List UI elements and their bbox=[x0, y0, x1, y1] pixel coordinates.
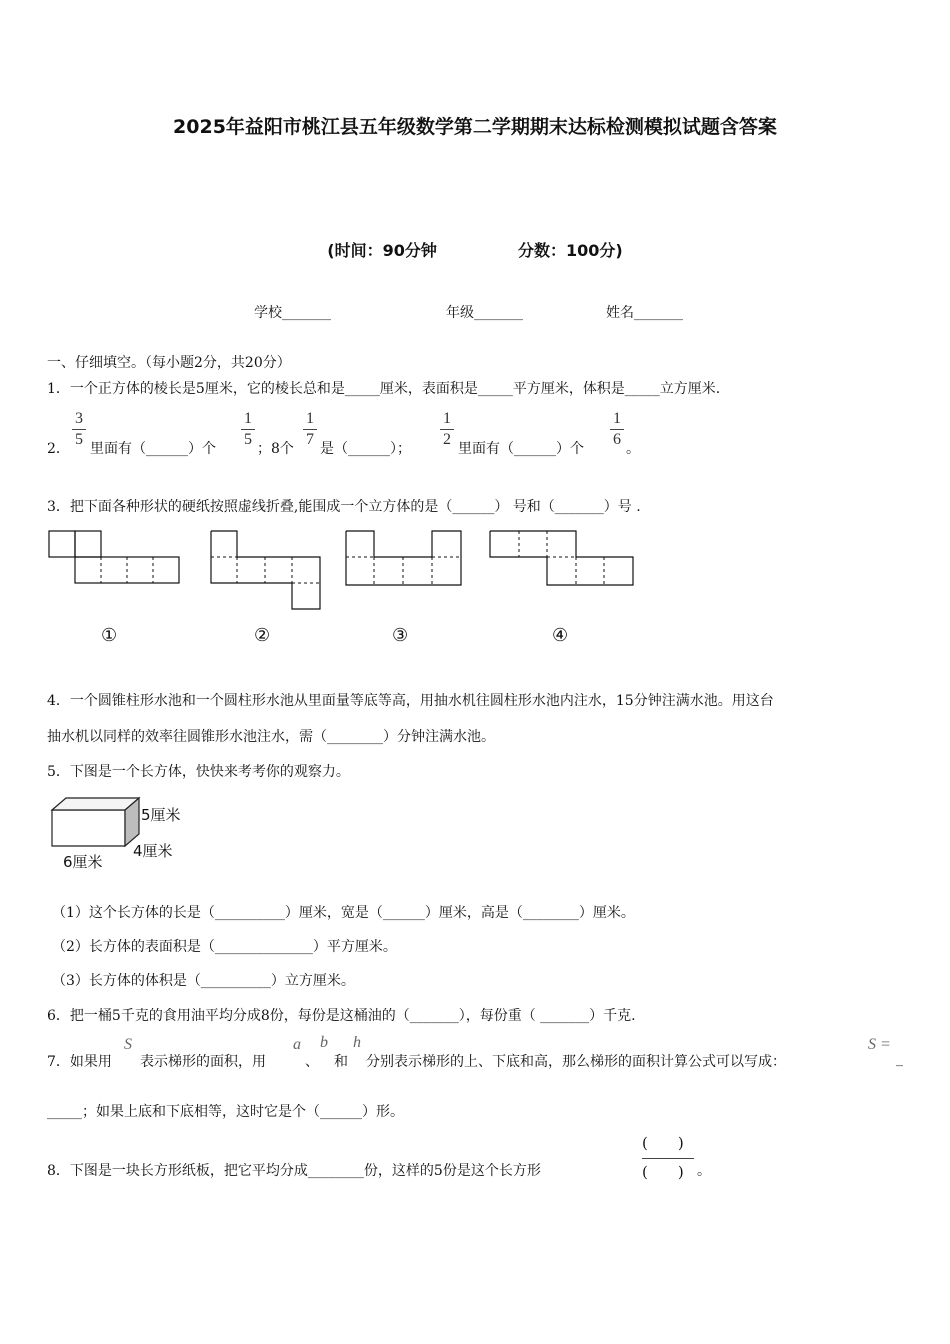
question-5-part-1: （1）这个长方体的长是（__________）厘米，宽是（______）厘米，高是（________）厘米。 bbox=[52, 905, 635, 921]
fraction-1-6: 1 6 bbox=[610, 410, 624, 449]
question-7-text-b: 表示梯形的面积，用 bbox=[140, 1054, 266, 1070]
question-1: 1．一个正方体的棱长是5厘米，它的棱长总和是_____厘米，表面积是_____平方厘米，体积是_____立方厘米. bbox=[47, 381, 721, 397]
question-7-text-a: 7．如果用 bbox=[47, 1054, 112, 1070]
question-2-text-3: 是（______）； bbox=[320, 441, 411, 457]
question-4-line-1: 4．一个圆锥柱形水池和一个圆柱形水池从里面量等底等高，用抽水机往圆柱形水池内注水，15分钟注满水池。用这台 bbox=[47, 693, 774, 709]
question-2-number: 2． bbox=[47, 441, 70, 457]
fraction-1-2: 1 2 bbox=[440, 410, 454, 449]
question-7-line-2: _____；如果上底和下底相等，这时它是个（______）形。 bbox=[47, 1104, 404, 1120]
question-8-text: 8．下图是一块长方形纸板，把它平均分成________份，这样的5份是这个长方形 bbox=[47, 1163, 541, 1179]
question-7-blank: _ bbox=[896, 1051, 903, 1067]
cuboid-width-label: 4厘米 bbox=[133, 842, 173, 860]
question-2-text-4: 里面有（______）个 bbox=[458, 441, 584, 457]
fraction-bar bbox=[642, 1158, 694, 1159]
fraction-denominator-blank: ( ) bbox=[642, 1163, 684, 1181]
fraction-3-5: 3 5 bbox=[72, 410, 86, 449]
net-label-3: ③ bbox=[392, 625, 409, 646]
question-5: 5．下图是一个长方体，快快来考考你的观察力。 bbox=[47, 764, 350, 780]
question-3: 3．把下面各种形状的硬纸按照虚线折叠,能围成一个立方体的是（______） 号和（_______）号 . bbox=[47, 499, 641, 515]
net-label-1: ① bbox=[101, 625, 118, 646]
cuboid-height-label: 5厘米 bbox=[141, 806, 181, 824]
exam-score: 分数：100分) bbox=[518, 241, 623, 260]
cuboid-length-label: 6厘米 bbox=[63, 853, 103, 871]
name-field: 姓名_______ bbox=[606, 305, 683, 321]
question-2-text-2: ；8个 bbox=[257, 441, 294, 457]
grade-field: 年级_______ bbox=[446, 305, 523, 321]
var-s: S bbox=[124, 1036, 132, 1053]
question-2-text-5: 。 bbox=[626, 441, 640, 457]
question-4-line-2: 抽水机以同样的效率往圆锥形水池注水，需（________）分钟注满水池。 bbox=[47, 729, 495, 745]
question-2-text-1: 里面有（______）个 bbox=[90, 441, 216, 457]
school-field: 学校_______ bbox=[254, 305, 331, 321]
formula-s-equals: S = bbox=[868, 1036, 891, 1053]
question-6: 6．把一桶5千克的食用油平均分成8份，每份是这桶油的（_______），每份重（ _______）千克. bbox=[47, 1008, 636, 1024]
page-title: 2025年益阳市桃江县五年级数学第二学期期末达标检测模拟试题含答案 bbox=[173, 116, 777, 138]
var-h: h bbox=[353, 1034, 361, 1051]
var-a: a bbox=[293, 1036, 301, 1053]
question-8-end: 。 bbox=[697, 1163, 711, 1179]
fraction-numerator-blank: ( ) bbox=[642, 1134, 684, 1152]
question-7-sep: 、 bbox=[305, 1054, 319, 1070]
question-7-and: 和 bbox=[334, 1054, 348, 1070]
section-heading: 一、仔细填空。（每小题2分，共20分） bbox=[47, 355, 291, 371]
net-label-4: ④ bbox=[552, 625, 569, 646]
fraction-1-7: 1 7 bbox=[303, 410, 317, 449]
net-label-2: ② bbox=[254, 625, 271, 646]
question-5-part-3: （3）长方体的体积是（__________）立方厘米。 bbox=[52, 973, 355, 989]
question-7-text-c: 分别表示梯形的上、下底和高，那么梯形的面积计算公式可以写成： bbox=[366, 1054, 786, 1070]
exam-time: (时间：90分钟 bbox=[327, 241, 437, 260]
question-5-part-2: （2）长方体的表面积是（______________）平方厘米。 bbox=[52, 939, 397, 955]
var-b: b bbox=[320, 1034, 328, 1051]
fraction-1-5: 1 5 bbox=[241, 410, 255, 449]
